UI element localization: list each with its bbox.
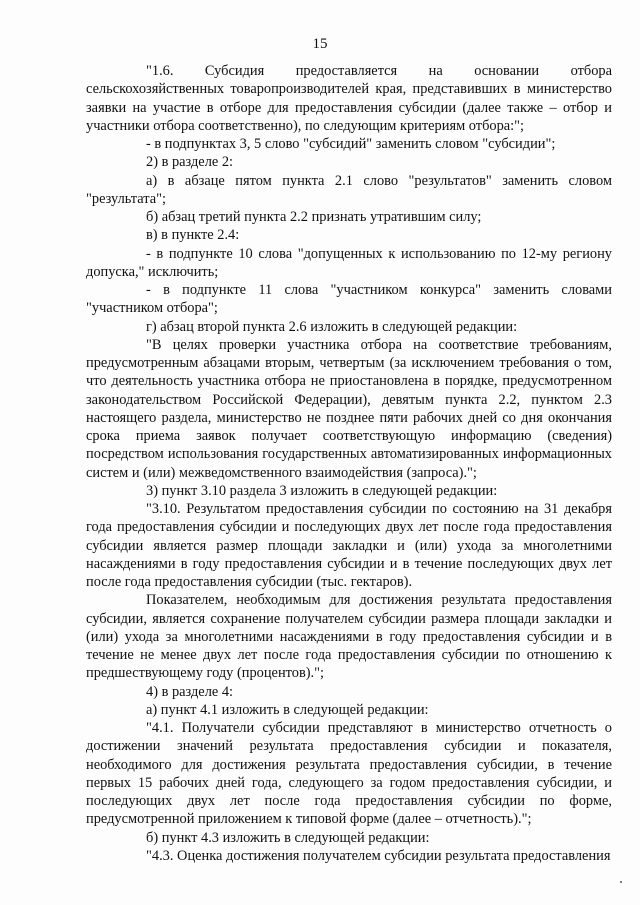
paragraph-4-1-text: "4.1. Получатели субсидии представляют в министерство отчетность о достижении значений результата предоставления субсидии и показателя, необходимого для достижения результата предоставления субсидии, в течение первых 15 рабочих дней года, следующего за годом предоставления субсидии, и последующих двух лет после года предоставления субсидии по форме, предусмотренной приложением к типовой форме (далее – отчетность)."; [86,720,612,828]
paragraph-indicator: Показателем, необходимым для достижения результата предоставления субсидии, является сохранение получателем субсидии размера площади закладки и (или) ухода за многолетними насаждениями в году предоставления субсидии и в течение не менее двух лет после года предоставления субсидии по отношению к предшествующему году (процентов)."; [86,592,612,682]
paragraph-subitem-10: - в подпункте 10 слова "допущенных к использованию по 12-му региону допуска," исключить; [86,245,612,280]
paragraph-2-4-v: в) в пункте 2.4: [146,227,240,244]
paragraph-section-4: 4) в разделе 4: [146,683,234,700]
paragraph-subitem-11: - в подпункте 11 слова "участником конкурса" заменить словами "участником отбора"; [86,282,612,317]
paragraph-4-3-b: б) пункт 4.3 изложить в следующей редакции: [146,829,430,846]
paragraph-section-2: 2) в разделе 2: [146,154,234,171]
paragraph-subitems-3-5: - в подпунктах 3, 5 слово "субсидий" заменить словом "субсидии"; [146,136,556,152]
paragraph-2-6-g: г) абзац второй пункта 2.6 изложить в следующей редакции: [146,318,518,335]
paragraph-3-10-result: "3.10. Результатом предоставления субсидии по состоянию на 31 декабря года предоставления субсидии и последующих двух лет после года предоставления субсидии является размер площади закладки и (или) ухода за многолетними насаждениями в году предоставления субсидии и в течение последующих двух лет после года предоставления субсидии (тыс. гектаров). [86,501,612,590]
page-number: 15 [312,36,328,52]
document-body [86,62,612,865]
paragraph-3-10-intro: 3) пункт 3.10 раздела 3 изложить в следующей редакции: [146,482,498,499]
paragraph-2-1-a: а) в абзаце пятом пункта 2.1 слово "результатов" заменить словом "результата"; [86,172,612,207]
paragraph-4-3-text: "4.3. Оценка достижения получателем субсидии результата предоставления [146,847,611,864]
paragraph-1-6-subsidy-selection: "1.6. Субсидия предоставляется на основании отбора сельскохозяйственных товаропроизводителей края, представивших в министерство заявки на участие в отборе для предоставления субсидии (далее также – отбор и участники отбора соответственно), по следующим критериям отбора:"; [86,63,612,134]
scan-dot [620,881,622,883]
paragraph-4-1-a: а) пункт 4.1 изложить в следующей редакции: [146,701,429,718]
paragraph-verification-text: "В целях проверки участника отбора на соответствие требованиям, предусмотренным абзацами вторым, четвертым (за исключением требования о том, что деятельность участника отбора не приостановлена в порядке, предусмотренном законодательством Российской Федерации), девятым пункта 2.2, пунктом 2.3 настоящего раздела, министерство не позднее пяти рабочих дней со дня окончания срока приема заявок получает соответствующую информацию (сведения) посредством использования государственных автоматизированных информационных систем и (или) межведомственного взаимодействия (запроса)."; [86,336,612,481]
paragraph-2-2-b: б) абзац третий пункта 2.2 признать утратившим силу; [146,209,482,225]
